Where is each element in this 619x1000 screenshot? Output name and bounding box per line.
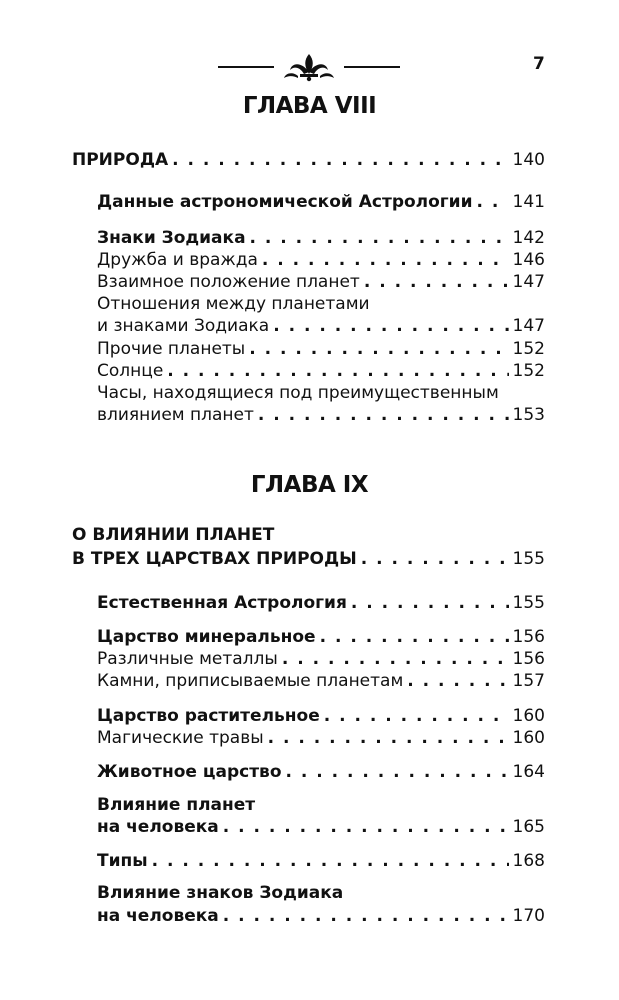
toc-entry <box>97 671 545 691</box>
toc-label: на человека <box>97 817 219 837</box>
toc-label: и знаками Зодиака <box>97 316 270 336</box>
toc-entry <box>97 627 545 647</box>
leader-dots <box>250 228 509 248</box>
toc-entry-first-line: Отношения между планетами <box>97 294 370 314</box>
toc-label: Данные астрономической Астрологии <box>97 192 473 212</box>
toc-page: 155 <box>512 593 545 613</box>
toc-entry-first-line: Влияние планет <box>97 795 256 815</box>
leader-dots <box>262 250 509 270</box>
toc-page: 153 <box>512 405 545 425</box>
toc-page: 168 <box>512 851 545 871</box>
toc-entry <box>97 851 545 871</box>
leader-dots <box>172 150 508 170</box>
toc-page: 164 <box>512 762 545 782</box>
toc-entry <box>97 593 545 613</box>
leader-dots <box>258 405 509 425</box>
toc-entry <box>97 250 545 270</box>
toc-entry <box>97 405 545 425</box>
toc-label: Различные металлы <box>97 649 278 669</box>
toc-label: Царство минеральное <box>97 627 316 647</box>
toc-entry <box>97 272 545 292</box>
toc-label: Прочие планеты <box>97 339 246 359</box>
toc-label: Солнце <box>97 361 164 381</box>
toc-entry <box>97 762 545 782</box>
toc-entry <box>97 361 545 381</box>
toc-page: 160 <box>512 706 545 726</box>
toc-entry <box>97 906 545 926</box>
toc-page: 152 <box>512 361 545 381</box>
toc-label: Типы <box>97 851 148 871</box>
toc-page: 147 <box>512 272 545 292</box>
toc-label: Знаки Зодиака <box>97 228 246 248</box>
leader-dots <box>320 627 509 647</box>
leader-dots <box>223 906 509 926</box>
toc-entry-first-line: Часы, находящиеся под преимущественным <box>97 383 499 403</box>
toc-page: 170 <box>512 906 545 926</box>
leader-dots <box>351 593 509 613</box>
chapter-title: ГЛАВА VIII <box>242 93 377 119</box>
toc-entry <box>97 728 545 748</box>
toc-entry <box>97 649 545 669</box>
toc-page: 156 <box>512 627 545 647</box>
leader-dots <box>407 671 508 691</box>
toc-label: Естественная Астрология <box>97 593 347 613</box>
leader-dots <box>152 851 509 871</box>
toc-page: 140 <box>512 150 545 170</box>
toc-page: 141 <box>512 192 545 212</box>
toc-page: 147 <box>512 316 545 336</box>
fleur-de-lis-ornament <box>214 50 404 84</box>
toc-label: Царство растительное <box>97 706 320 726</box>
toc-entry <box>97 192 545 212</box>
toc-label: Магические травы <box>97 728 264 748</box>
toc-page: 142 <box>512 228 545 248</box>
leader-dots <box>361 549 509 569</box>
toc-entry <box>97 706 545 726</box>
chapter-title: ГЛАВА IX <box>250 472 369 498</box>
toc-label: Взаимное положение планет <box>97 272 360 292</box>
toc-entry-first-line: Влияние знаков Зодиака <box>97 883 344 903</box>
toc-entry <box>97 316 545 336</box>
toc-label: Животное царство <box>97 762 282 782</box>
toc-page: 156 <box>512 649 545 669</box>
toc-page: 157 <box>512 671 545 691</box>
leader-dots <box>167 361 508 381</box>
leader-dots <box>324 706 509 726</box>
leader-dots <box>268 728 509 748</box>
leader-dots <box>364 272 509 292</box>
toc-section-first-line: О ВЛИЯНИИ ПЛАНЕТ <box>72 525 275 545</box>
toc-page: 146 <box>512 250 545 270</box>
toc-label: В ТРЕХ ЦАРСТВАХ ПРИРОДЫ <box>72 549 357 569</box>
page-number: 7 <box>533 54 545 74</box>
leader-dots <box>286 762 509 782</box>
leader-dots <box>273 316 508 336</box>
toc-label: Дружба и вражда <box>97 250 258 270</box>
leader-dots <box>249 339 508 359</box>
toc-page: 155 <box>512 549 545 569</box>
toc-section <box>72 150 545 170</box>
toc-page: 160 <box>512 728 545 748</box>
leader-dots <box>223 817 509 837</box>
toc-section <box>72 549 545 569</box>
toc-label: на человека <box>97 906 219 926</box>
toc-label: ПРИРОДА <box>72 150 169 170</box>
leader-dots <box>477 192 509 212</box>
toc-entry <box>97 817 545 837</box>
toc-label: влиянием планет <box>97 405 254 425</box>
toc-entry <box>97 228 545 248</box>
toc-entry <box>97 339 545 359</box>
toc-page: 165 <box>512 817 545 837</box>
toc-page: 152 <box>512 339 545 359</box>
leader-dots <box>282 649 509 669</box>
toc-label: Камни, приписываемые планетам <box>97 671 404 691</box>
